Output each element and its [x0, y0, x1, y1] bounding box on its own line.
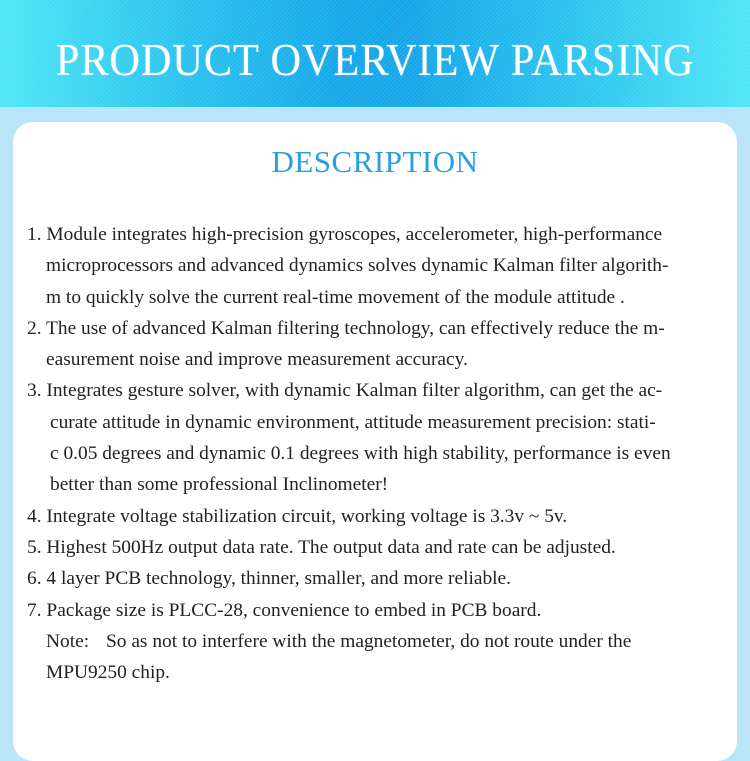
item-number: 5.: [27, 536, 42, 558]
item-text: microprocessors and advanced dynamics solves dynamic Kalman filter algorith-: [46, 255, 669, 277]
banner-title: PRODUCT OVERVIEW PARSING: [55, 34, 695, 85]
item-text: Integrates gesture solver, with dynamic Kalman filter algorithm, can get the ac-: [46, 380, 663, 402]
item-number: 7.: [27, 599, 42, 621]
item-text: The use of advanced Kalman filtering technology, can effectively reduce the m-: [46, 317, 665, 339]
note-label: Note:: [46, 630, 90, 652]
item-text: better than some professional Inclinometer!: [50, 474, 389, 496]
list-item: [27, 313, 737, 376]
list-item: [27, 219, 737, 313]
item-text: Highest 500Hz output data rate. The output data and rate can be adjusted.: [46, 536, 616, 558]
item-text: Package size is PLCC-28, convenience to embed in PCB board.: [46, 599, 542, 621]
item-number: 1.: [27, 224, 42, 245]
section-heading: DESCRIPTION: [271, 144, 479, 179]
item-number: 3.: [27, 380, 42, 402]
list-item: [27, 375, 737, 500]
list-item: [27, 532, 737, 563]
item-number: 4.: [27, 505, 42, 527]
item-text: curate attitude in dynamic environment, attitude measurement precision: stati-: [50, 411, 656, 433]
item-number: 2.: [27, 317, 42, 339]
list-item: [27, 563, 737, 594]
item-text: c 0.05 degrees and dynamic 0.1 degrees with high stability, performance is even: [50, 443, 671, 465]
note: [27, 626, 737, 689]
item-number: 6.: [27, 568, 42, 590]
list-item: [27, 501, 737, 532]
description-list: [27, 219, 737, 688]
item-text: easurement noise and improve measurement accuracy.: [46, 349, 468, 371]
banner: [0, 0, 750, 107]
item-text: m to quickly solve the current real-time movement of the module attitude .: [46, 286, 625, 308]
note-text: MPU9250 chip.: [46, 662, 170, 684]
description-card: [13, 122, 737, 761]
list-item: [27, 595, 737, 626]
item-text: Module integrates high-precision gyroscopes, accelerometer, high-performance: [46, 224, 663, 245]
item-text: 4 layer PCB technology, thinner, smaller, and more reliable.: [46, 568, 511, 590]
item-text: Integrate voltage stabilization circuit, working voltage is 3.3v ~ 5v.: [46, 505, 568, 527]
note-text: So as not to interfere with the magnetometer, do not route under the: [106, 630, 632, 652]
